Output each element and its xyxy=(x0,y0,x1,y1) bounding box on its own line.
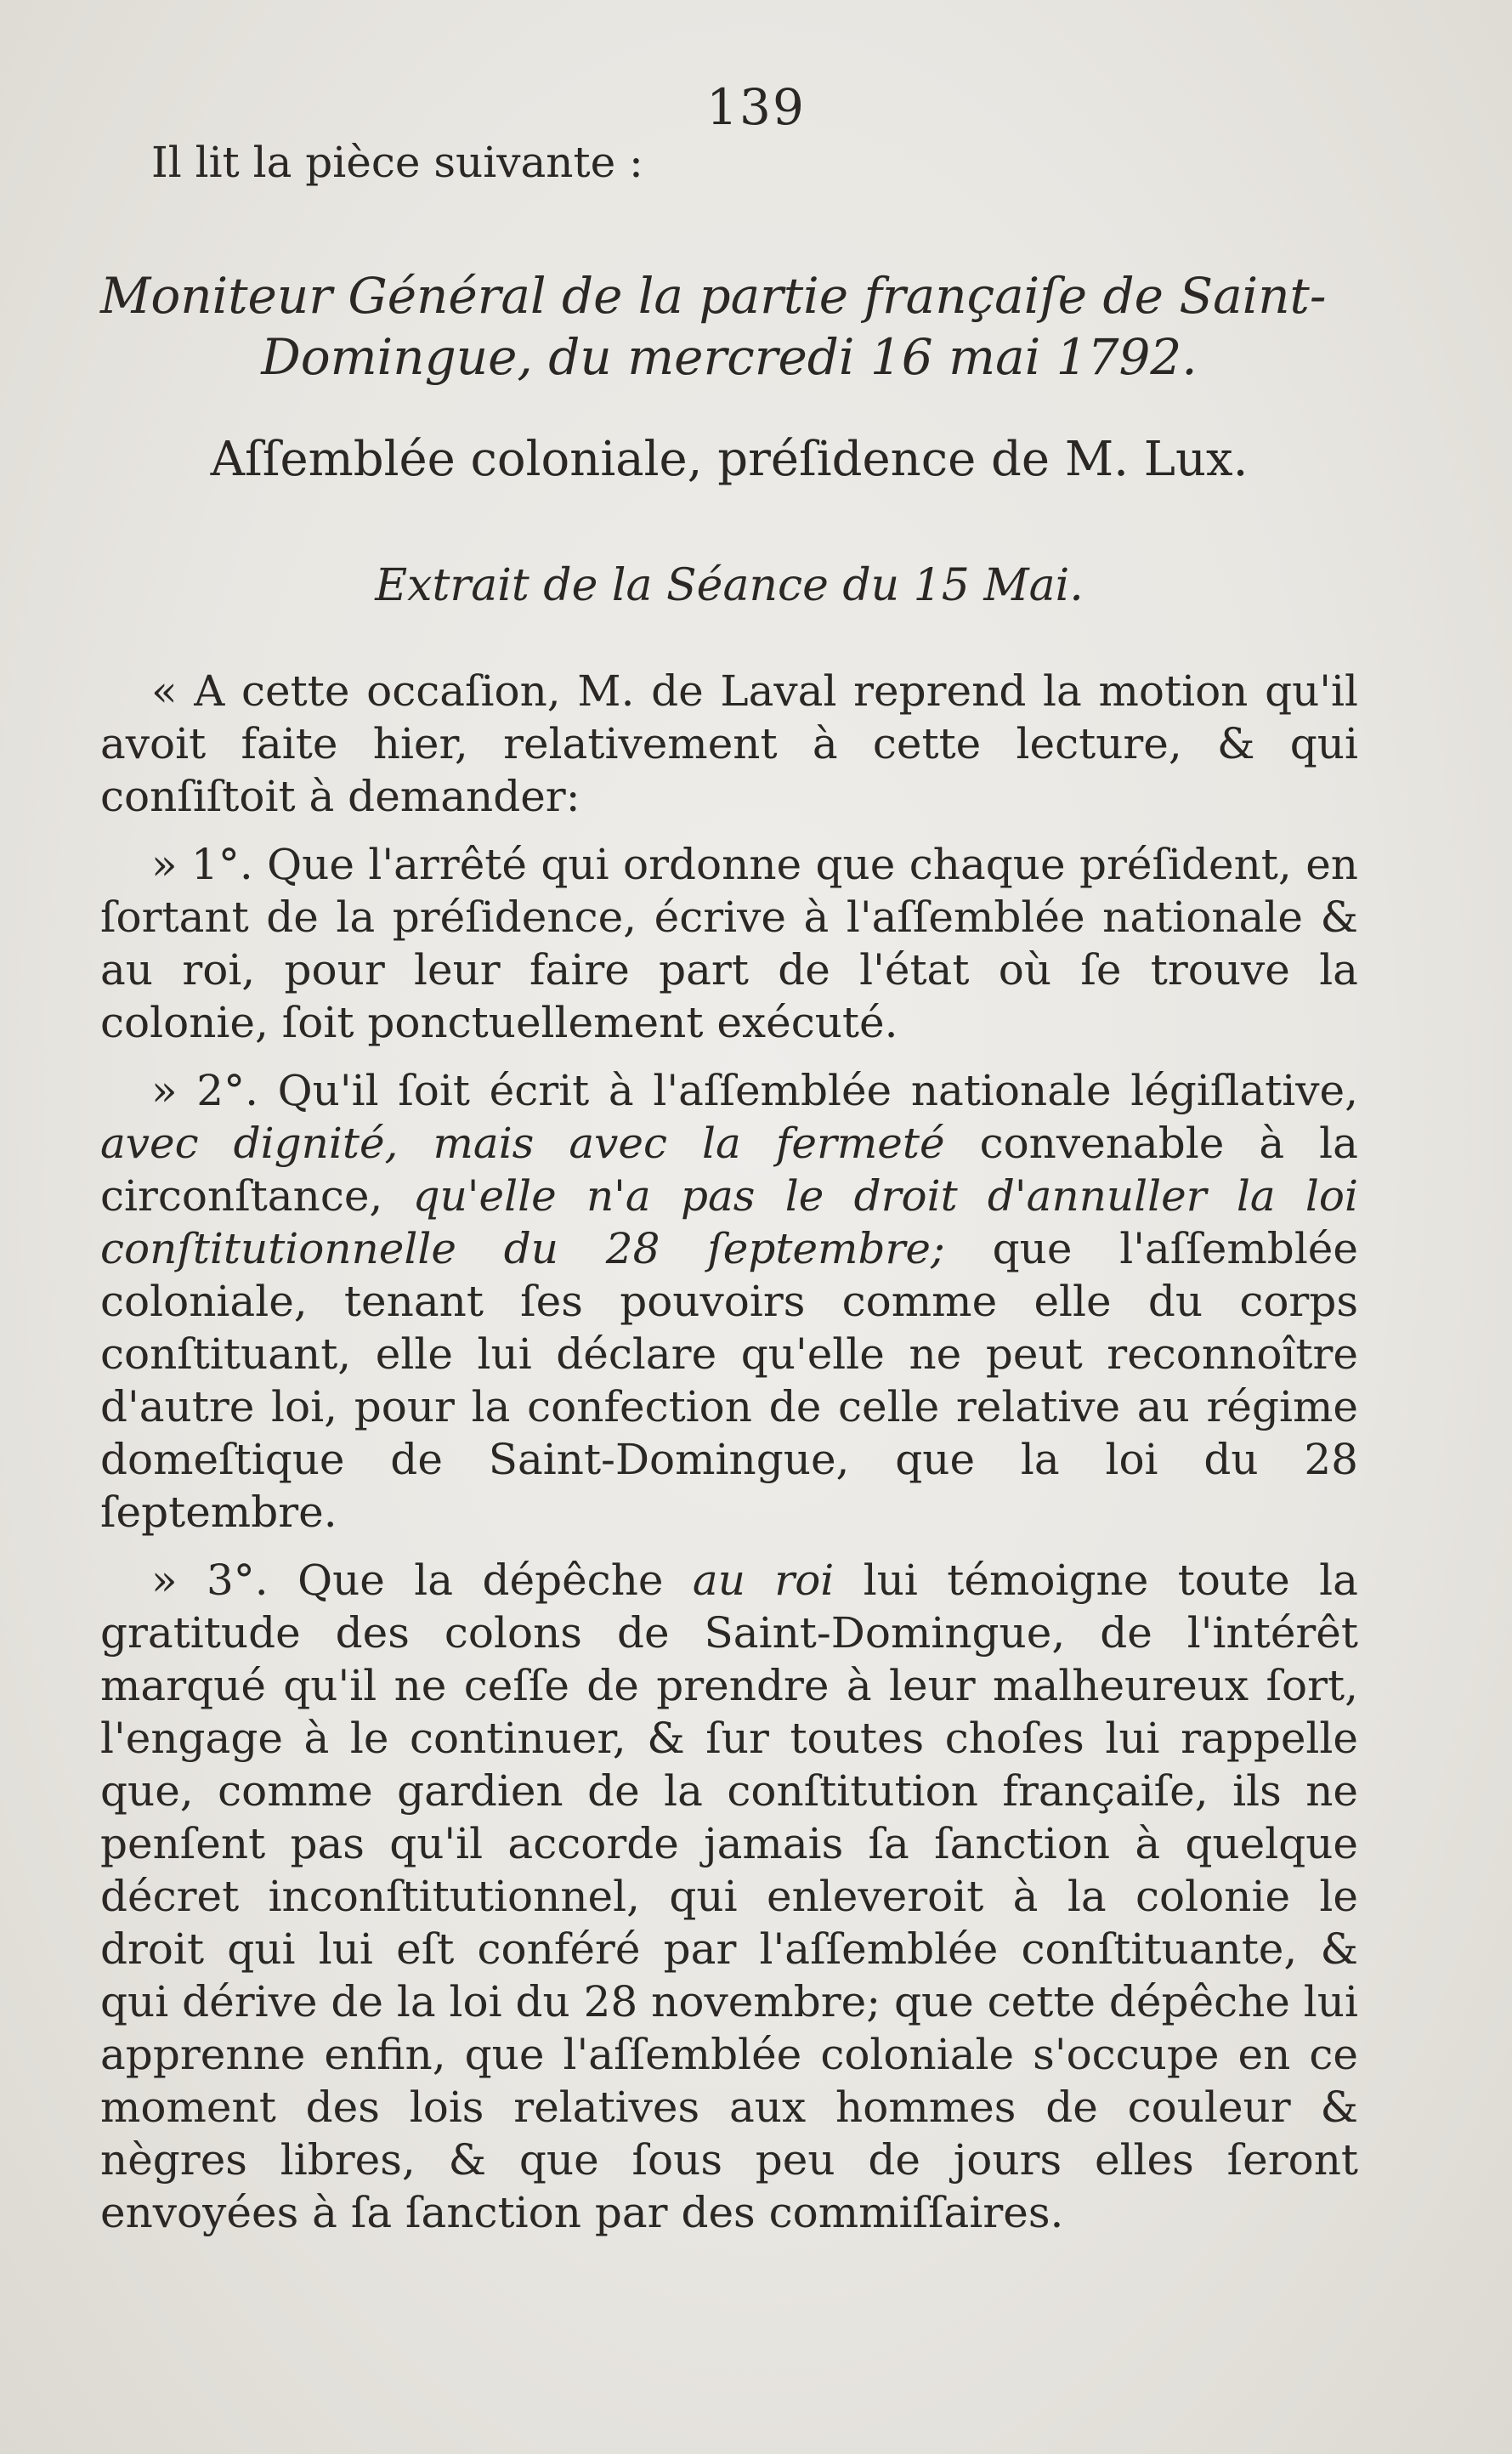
paragraph-2: » 1°. Que l'arrêté qui ordonne que chaque préſident, en ſortant de la préſidence, écrive à l'aſſemblée nationale & au roi, pour leur faire part de l'état où ſe trouve la colonie, ſoit ponctuellement exécuté. xyxy=(100,840,1358,1047)
extract-title: Extrait de la Séance du 15 Mai. xyxy=(375,560,1084,611)
paragraph-4-lead: » 3°. Que la dépêche xyxy=(151,1556,664,1605)
newspaper-heading xyxy=(100,265,1358,388)
paragraph-3-rest: que l'aſſemblée coloniale, tenant ſes pouvoirs comme elle du corps conſtituant, elle lui déclare qu'elle ne peut reconnoître d'autre loi, pour la confection de celle relative au régime domeſtique de Saint-Domingue, que la loi du 28 ſeptembre. xyxy=(100,1224,1358,1537)
paragraph-3-italic-1: avec dignité, mais avec la fermeté xyxy=(100,1119,945,1168)
paragraph-3-lead: » 2°. Qu'il ſoit écrit à l'aſſemblée nationale légiſlative, xyxy=(151,1066,1358,1115)
assembly-title: Aſſemblée coloniale, préſidence de M. Lux. xyxy=(210,432,1249,487)
page-body xyxy=(100,128,1358,2239)
paragraph-4-rest: lui témoigne toute la gratitude des colons de Saint-Domingue, de l'intérêt marqué qu'il ne ceſſe de prendre à leur malheureux ſort, l'engage à le continuer, & ſur toutes choſes lui rappelle que, comme gardien de la conſtitution françaiſe, ils ne penſent pas qu'il accorde jamais ſa ſanction à quelque décret inconſtitutionnel, qui enleveroit à la colonie le droit qui lui eſt conféré par l'aſſemblée conſtituante, & qui dérive de la loi du 28 novembre; que cette dépêche lui apprenne enfin, que l'aſſemblée coloniale s'occupe en ce moment des lois relatives aux hommes de couleur & nègres libres, & que ſous peu de jours elles ſeront envoyées à ſa ſanction par des commiſſaires. xyxy=(100,1556,1358,2237)
heading-line-1: Moniteur Général de la partie françaiſe de Saint- xyxy=(100,267,1327,325)
paragraph-4 xyxy=(100,1554,1358,2239)
paragraph-3-italic-2: qu'elle n'a pas le droit d'annuller la loi conſtitutionnelle du 28 ſeptembre; xyxy=(100,1171,1358,1273)
paragraph-1: « A cette occaſion, M. de Laval reprend la motion qu'il avoit faite hier, relativement à cette lecture, & qui conſiſtoit à demander: xyxy=(100,666,1358,821)
intro-line: Il lit la pièce suivante : xyxy=(151,138,643,187)
paragraph-4-italic-1: au roi xyxy=(692,1556,835,1605)
paragraph-3 xyxy=(100,1064,1358,1539)
heading-line-2: Domingue, du mercredi 16 mai 1792. xyxy=(261,328,1198,386)
paragraph-3-mid: convenable à la circonſtance, xyxy=(100,1119,1358,1221)
page-number: 139 xyxy=(706,78,806,136)
